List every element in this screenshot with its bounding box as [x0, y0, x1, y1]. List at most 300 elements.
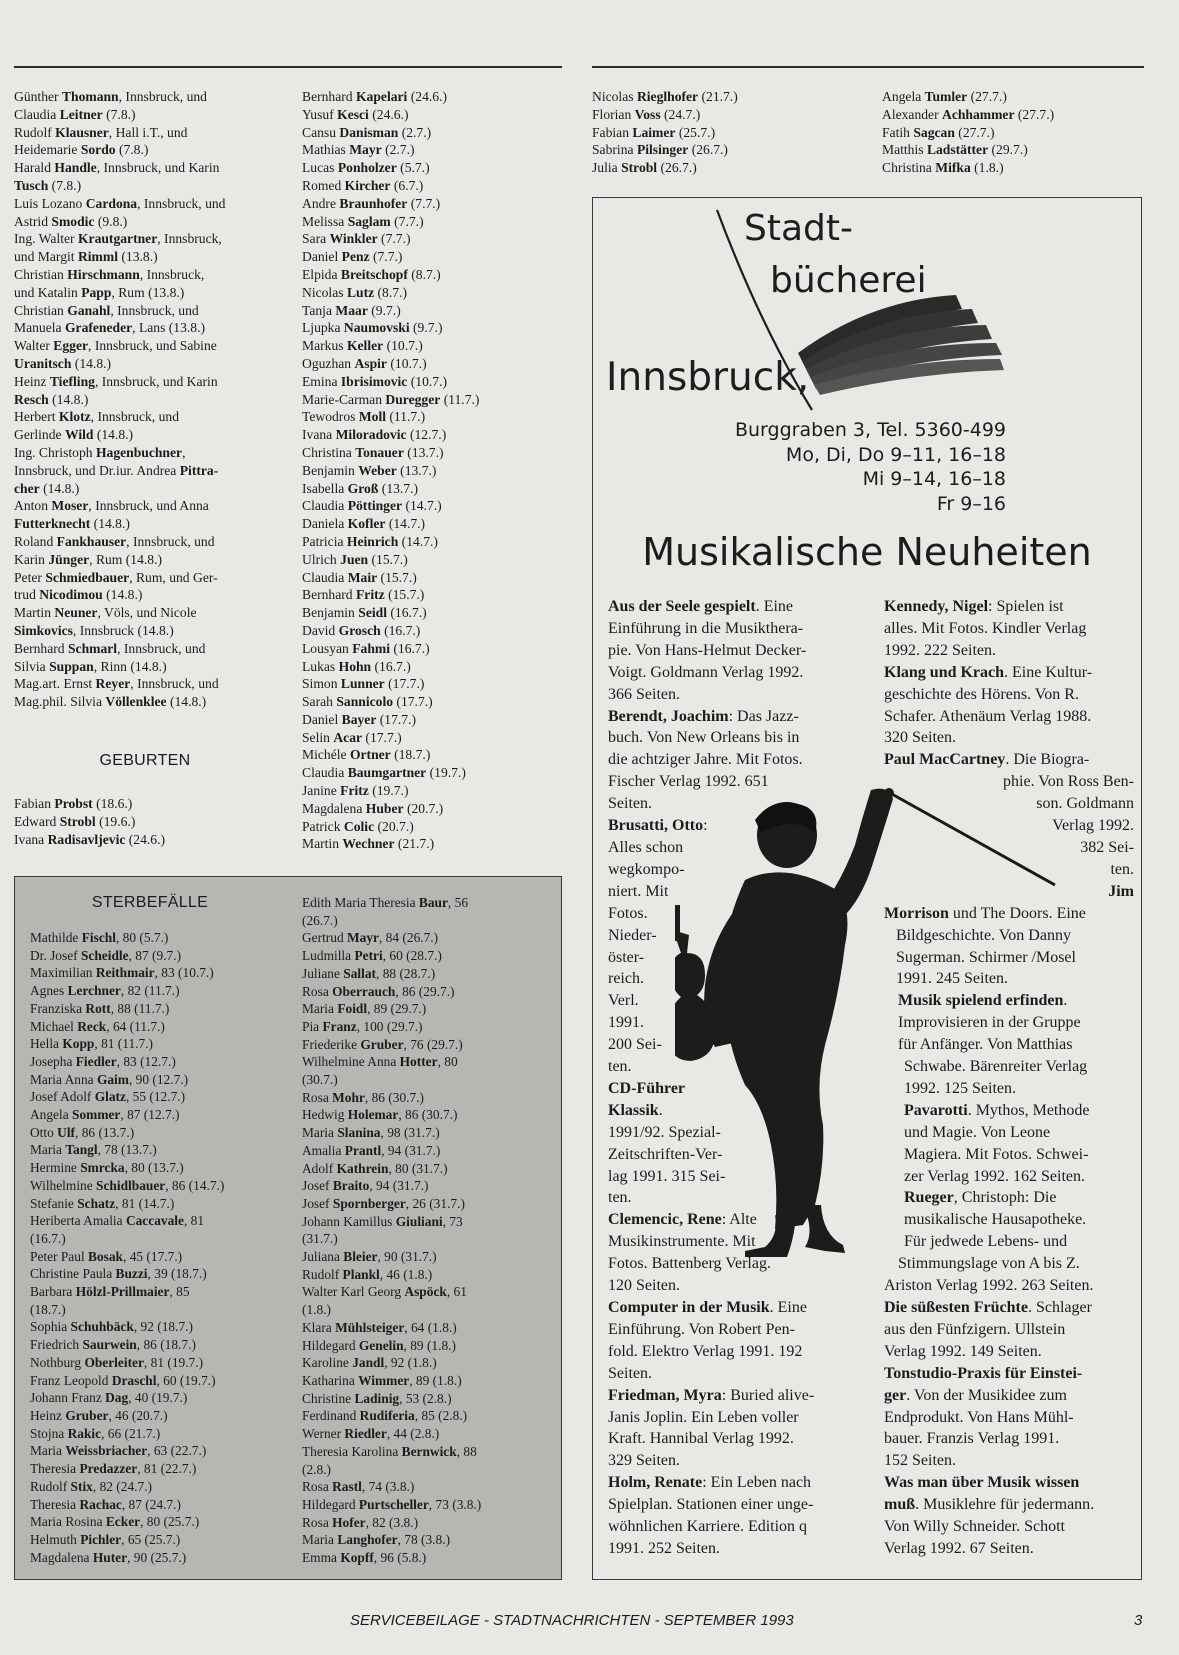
entry-surname: Foidl: [337, 1001, 368, 1017]
list-entry: [14, 675, 276, 693]
entry-prefix: und Katalin: [14, 284, 82, 300]
entry-surname: Saurwein: [82, 1337, 137, 1353]
entry-prefix: Melissa: [302, 213, 348, 229]
entry-prefix: Fatih: [882, 124, 914, 140]
entry-prefix: Rudolf: [14, 124, 56, 140]
entry-surname: Ulf: [57, 1124, 76, 1140]
entry-suffix: (9.8.): [94, 213, 128, 229]
book-line: [608, 1056, 864, 1078]
list-entry: [302, 1230, 564, 1248]
list-entry: [302, 230, 564, 248]
entry-suffix: , 81 (14.7.): [115, 1195, 175, 1211]
entry-suffix: , Innsbruck (14.8.): [72, 622, 174, 638]
entry-surname: Slanina: [337, 1125, 381, 1141]
list-entry: [882, 159, 1144, 177]
entry-suffix: (6.7.): [390, 177, 424, 193]
book-line: [884, 618, 1134, 640]
entry-surname: Hohn: [338, 658, 372, 674]
entry-suffix: , Innsbruck,: [157, 231, 222, 247]
list-entry: [302, 1407, 564, 1425]
entry-prefix: Theresia: [30, 1461, 80, 1477]
book-detail: geschichte des Hörens. Von R.: [884, 685, 1079, 703]
entry-suffix: (2.7.): [398, 124, 432, 140]
book-line: [884, 1516, 1134, 1538]
list-entry: [592, 124, 854, 142]
entry-suffix: (14.8.): [39, 480, 80, 496]
list-entry: [14, 622, 276, 640]
book-detail: Bildgeschichte. Von Danny: [896, 926, 1071, 944]
entry-surname: Reyer: [95, 676, 131, 692]
entry-suffix: (27.7.): [954, 124, 995, 140]
book-detail: Nieder-: [608, 926, 657, 944]
book-detail: 152 Seiten.: [884, 1452, 956, 1470]
book-title: Die süßesten Früchte: [884, 1299, 1028, 1316]
book-detail: niert. Mit: [608, 882, 669, 900]
list-entry: [30, 1318, 286, 1336]
entry-suffix: (14.7.): [385, 516, 426, 532]
entry-surname: Reithmair: [95, 965, 155, 981]
ad-headline: Musikalische Neuheiten: [642, 530, 1092, 574]
entry-surname: Heinrich: [346, 533, 399, 549]
entry-prefix: Johann Kamillus: [302, 1213, 396, 1229]
book-detail: Ariston Verlag 1992. 263 Seiten.: [884, 1277, 1094, 1295]
entry-prefix: Heinz: [30, 1407, 66, 1423]
entry-suffix: (17.7.): [384, 676, 425, 692]
entry-surname: Giuliani: [395, 1213, 443, 1229]
entry-suffix: (7.7.): [369, 249, 403, 265]
book-detail: : Buried alive-: [721, 1386, 815, 1404]
book-line: [884, 1428, 1134, 1450]
entry-surname: Jandl: [352, 1355, 385, 1371]
book-line: [608, 793, 864, 815]
list-entry: [302, 929, 564, 947]
entry-surname: Kircher: [344, 177, 391, 193]
book-title: Friedman, Myra: [608, 1386, 722, 1404]
list-entry: [302, 1319, 564, 1337]
book-line: [884, 1275, 1134, 1297]
entry-suffix: , 86 (29.7.): [395, 983, 455, 999]
entry-suffix: (9.7.): [367, 302, 401, 318]
book-line: [608, 771, 864, 793]
book-list-right: [884, 596, 1134, 1560]
entry-surname: Genelin: [358, 1337, 404, 1353]
list-entry: [302, 551, 564, 569]
book-line: [608, 1209, 864, 1231]
entry-prefix: Rosa: [302, 1089, 333, 1105]
entry-suffix: , 65 (25.7.): [121, 1531, 181, 1547]
book-detail: 1992. 222 Seiten.: [884, 641, 996, 659]
list-entry: [30, 929, 286, 947]
entry-prefix: Helmuth: [30, 1531, 81, 1547]
entry-prefix: Otto: [30, 1124, 58, 1140]
book-title: Clemencic, Rene: [608, 1211, 722, 1229]
book-detail: wegkompo-: [608, 860, 685, 878]
book-line: [608, 1341, 864, 1363]
entry-prefix: Gerlinde: [14, 427, 65, 443]
ad-innsbruck-text: Innsbruck,: [606, 355, 810, 400]
entry-surname: Schmiedbauer: [45, 569, 130, 585]
book-detail: 366 Seiten.: [608, 685, 680, 703]
list-entry: [302, 248, 564, 266]
book-detail: Improvisieren in der Gruppe: [898, 1014, 1081, 1032]
entry-prefix: Silvia: [14, 658, 50, 674]
entry-surname: Fankhauser: [56, 533, 127, 549]
list-entry: [14, 177, 276, 195]
entry-surname: Baumgartner: [347, 765, 427, 781]
book-title: Musik spielend erfinden: [898, 992, 1064, 1010]
entry-surname: Kesci: [337, 106, 369, 122]
sterbefaelle-heading: STERBEFÄLLE: [91, 894, 209, 911]
book-line: [608, 837, 864, 859]
entry-suffix: (19.6.): [95, 813, 136, 829]
top-rule-right: [592, 66, 1144, 68]
entry-suffix: , Innsbruck, und Sabine: [88, 338, 217, 354]
list-entry: [302, 729, 564, 747]
list-entry: [14, 813, 276, 831]
entry-surname: Hotter: [399, 1054, 438, 1070]
list-entry: [302, 658, 564, 676]
entry-prefix: Julia: [592, 160, 622, 176]
book-line: [608, 1428, 864, 1450]
book-line: [608, 1253, 864, 1275]
entry-surname: Weissbriacher: [65, 1443, 148, 1459]
entry-surname: Bleier: [343, 1249, 378, 1265]
book-line: [608, 925, 864, 947]
book-detail: 1991. 245 Seiten.: [896, 970, 1008, 988]
entry-surname: Stix: [70, 1478, 93, 1494]
entry-prefix: Tanja: [302, 302, 336, 318]
list-entry: [30, 947, 286, 965]
book-line: [884, 1122, 1134, 1144]
entry-surname: Ecker: [105, 1514, 141, 1530]
book-detail: Einführung. Von Robert Pen-: [608, 1320, 795, 1338]
list-entry: [882, 106, 1144, 124]
entry-prefix: Nicolas: [302, 284, 347, 300]
entry-prefix: Manuela: [14, 320, 65, 336]
book-detail: . Mythos, Methode: [967, 1101, 1090, 1119]
entry-prefix: Josef: [302, 1178, 333, 1194]
book-detail: 320 Seiten.: [884, 729, 956, 747]
entry-suffix: (14.8.): [93, 427, 134, 443]
entry-prefix: Maria: [30, 1142, 66, 1158]
entry-suffix: , 86 (13.7.): [75, 1124, 135, 1140]
list-entry: [302, 782, 564, 800]
book-line: [884, 1078, 1134, 1100]
book-detail: lag 1991. 315 Sei-: [608, 1167, 726, 1185]
list-entry: [30, 1141, 286, 1159]
entry-suffix: , Innsbruck, und: [90, 409, 179, 425]
entry-surname: Ponholzer: [337, 160, 397, 176]
entry-surname: Krautgartner: [77, 231, 158, 247]
book-line: [884, 1385, 1134, 1407]
book-line: [884, 815, 1134, 837]
entry-surname: Smrcka: [80, 1160, 125, 1176]
list-entry: [302, 1514, 564, 1532]
list-entry: [14, 124, 276, 142]
entry-prefix: Michéle: [302, 747, 350, 763]
entry-prefix: Wilhelmine Anna: [302, 1054, 400, 1070]
entry-suffix: , 74 (3.8.): [361, 1479, 415, 1495]
list-entry: [302, 1337, 564, 1355]
entry-prefix: Claudia: [302, 569, 348, 585]
entry-surname: Tangl: [65, 1142, 98, 1158]
list-entry: [14, 693, 276, 711]
book-line: [608, 1538, 864, 1560]
entry-surname: Penz: [341, 249, 370, 265]
entry-surname: Grafeneder: [64, 320, 133, 336]
entry-prefix: Innsbruck, und Dr.iur. Andrea: [14, 462, 180, 478]
book-detail: und Magie. Von Leone: [904, 1123, 1051, 1141]
sterbefaelle-list-col2: [302, 894, 564, 1567]
list-entry: [14, 795, 276, 813]
entry-prefix: Johann Franz: [30, 1390, 106, 1406]
list-entry: [302, 480, 564, 498]
book-detail: Verlag 1992.: [1052, 817, 1134, 835]
entry-prefix: Emma: [302, 1550, 341, 1566]
book-detail: Für jedwede Lebens- und: [904, 1233, 1068, 1251]
entry-prefix: Sarah: [302, 694, 337, 710]
entry-suffix: , 85 (2.8.): [414, 1408, 468, 1424]
book-detail: Alles schon: [608, 838, 684, 856]
entry-suffix: (9.7.): [409, 320, 443, 336]
entry-suffix: , 61: [446, 1284, 467, 1300]
entry-suffix: (13.7.): [396, 462, 437, 478]
entry-suffix: , 78 (3.8.): [397, 1532, 451, 1548]
entry-suffix: (19.7.): [426, 765, 466, 781]
entry-suffix: (17.7.): [362, 729, 402, 745]
entry-prefix: Karin: [14, 551, 49, 567]
entry-prefix: Edith Maria Theresia: [302, 895, 419, 910]
entry-suffix: (20.7.): [403, 800, 444, 816]
list-entry: [302, 515, 564, 533]
list-entry: [30, 1018, 286, 1036]
entry-prefix: Edward: [14, 813, 60, 829]
entry-prefix: Daniel: [302, 249, 342, 265]
entry-suffix: , 86 (30.7.): [398, 1107, 458, 1123]
top-rule-left: [14, 66, 562, 68]
entry-suffix: , 73: [442, 1213, 463, 1229]
entry-prefix: Lucas: [302, 160, 338, 176]
book-line: [608, 947, 864, 969]
book-line: [884, 968, 1134, 990]
entry-suffix: , 94 (31.7.): [381, 1142, 441, 1158]
entry-suffix: (21.7.): [698, 89, 738, 104]
book-line: [884, 793, 1134, 815]
entry-surname: Hofer: [332, 1514, 366, 1530]
list-entry: [302, 1354, 564, 1372]
entry-suffix: (14.7.): [402, 498, 442, 514]
book-title: Paul MacCartney: [884, 751, 1006, 769]
entry-surname: Winkler: [329, 231, 378, 247]
list-entry: [302, 533, 564, 551]
entry-surname: Braunhofer: [339, 195, 408, 211]
entry-surname: Schuhbäck: [70, 1319, 134, 1335]
entry-surname: Pilsinger: [636, 142, 689, 158]
book-detail: 329 Seiten.: [608, 1452, 680, 1470]
book-title: Klang und Krach: [884, 663, 1005, 681]
entry-prefix: Oguzhan: [302, 355, 355, 371]
book-detail: Seiten.: [608, 1364, 652, 1382]
list-entry: [302, 965, 564, 983]
entry-suffix: (11.7.): [440, 391, 480, 407]
list-entry: [14, 831, 276, 849]
entry-suffix: (7.7.): [407, 195, 441, 211]
entry-surname: Predazzer: [79, 1461, 138, 1477]
book-line: [884, 881, 1134, 903]
entry-prefix: Klara: [302, 1319, 336, 1335]
book-line: [884, 1144, 1134, 1166]
entry-prefix: Benjamin: [302, 605, 359, 621]
list-entry: [302, 1124, 564, 1142]
entry-prefix: Tewodros: [302, 409, 359, 425]
entry-surname: Strobl: [59, 813, 96, 829]
book-detail: Fotos.: [608, 904, 648, 922]
list-entry: [302, 213, 564, 231]
entry-suffix: , 81 (22.7.): [137, 1461, 197, 1477]
list-entry: [302, 1195, 564, 1213]
entry-surname: Oberleiter: [84, 1354, 144, 1370]
entry-suffix: , Hall i.T., und: [108, 124, 188, 140]
list-entry: [30, 1407, 286, 1425]
entry-surname: Reck: [77, 1018, 107, 1034]
entry-suffix: , 84 (26.7.): [378, 930, 439, 946]
entry-suffix: , 83 (12.7.): [116, 1053, 176, 1069]
book-line: [884, 1253, 1134, 1275]
book-detail: : Das Jazz-: [728, 707, 799, 725]
book-line: [884, 990, 1134, 1012]
list-entry: [30, 964, 286, 982]
list-entry: [30, 1425, 286, 1443]
entry-surname: Mayr: [347, 930, 379, 946]
entry-surname: Hirschmann: [67, 266, 140, 282]
footer-publication: SERVICEBEILAGE - STADTNACHRICHTEN - SEPTEMBER 1993: [350, 1612, 794, 1629]
entry-surname: Laimer: [632, 124, 676, 140]
entry-suffix: , 89 (1.8.): [403, 1337, 456, 1353]
list-entry: [882, 124, 1144, 142]
entry-surname: Lutz: [346, 284, 375, 300]
list-entry: [30, 1478, 286, 1496]
entry-surname: Rieglhofer: [636, 89, 699, 104]
list-entry: [302, 640, 564, 658]
entry-prefix: Christina: [882, 160, 936, 176]
entry-suffix: , 56: [447, 895, 469, 910]
entry-suffix: (14.8.): [71, 355, 112, 371]
entry-suffix: (2.7.): [381, 142, 415, 158]
book-line: [884, 1034, 1134, 1056]
book-detail: Sugerman. Schirmer /Mosel: [896, 948, 1076, 966]
entry-surname: Simkovics: [14, 622, 73, 638]
entry-suffix: (12.7.): [406, 427, 447, 443]
entry-suffix: , 88 (11.7.): [110, 1000, 170, 1016]
list-entry: [302, 693, 564, 711]
entry-prefix: Juliana: [302, 1249, 344, 1265]
book-line: [884, 947, 1134, 969]
entry-surname: Holemar: [347, 1107, 399, 1123]
book-detail: : Ein Leben nach: [702, 1474, 812, 1492]
entry-prefix: (31.7.): [302, 1231, 338, 1247]
entry-surname: Braito: [332, 1178, 370, 1194]
book-detail: Magiera. Mit Fotos. Schwei-: [904, 1145, 1089, 1163]
entry-suffix: (26.7.): [688, 142, 728, 158]
entry-surname: Keller: [346, 338, 384, 354]
list-entry: [302, 894, 564, 912]
entry-suffix: (14.8.): [90, 516, 130, 532]
entry-suffix: (29.7.): [988, 142, 1028, 158]
list-entry: [302, 1248, 564, 1266]
entry-surname: Radisavljevic: [47, 831, 126, 847]
entry-suffix: , 80: [437, 1054, 458, 1070]
entry-suffix: , 46 (1.8.): [379, 1266, 433, 1282]
book-title: Kennedy, Nigel: [884, 598, 989, 615]
list-entry: [30, 1035, 286, 1053]
list-entry: [14, 480, 276, 498]
entry-prefix: Theresia Karolina: [302, 1443, 402, 1459]
entry-suffix: , 81 (11.7.): [94, 1036, 154, 1052]
list-entry: [30, 1460, 286, 1478]
entry-surname: Sordo: [80, 142, 116, 158]
entry-suffix: , 80 (13.7.): [124, 1160, 184, 1176]
book-title: Jim: [1108, 882, 1134, 900]
entry-suffix: (13.8.): [117, 249, 158, 265]
book-detail: , Christoph: Die: [953, 1189, 1057, 1207]
list-entry: [302, 373, 564, 391]
entry-surname: Mohr: [332, 1089, 365, 1105]
entry-prefix: Walter Karl Georg: [302, 1284, 405, 1300]
geburten-list: [14, 795, 276, 848]
entry-prefix: Matthis: [882, 142, 927, 158]
list-entry: [14, 195, 276, 213]
entry-surname: Voss: [634, 106, 661, 122]
entry-surname: Colic: [343, 818, 375, 834]
list-entry: [14, 266, 276, 284]
book-line: [608, 859, 864, 881]
book-detail: : Spielen ist: [988, 598, 1064, 615]
list-entry: [14, 569, 276, 587]
book-detail: . Schlager: [1027, 1299, 1092, 1316]
list-entry: [30, 1212, 286, 1230]
entry-suffix: (11.7.): [386, 409, 426, 425]
entry-prefix: Christian: [14, 302, 68, 318]
entry-prefix: Astrid: [14, 213, 52, 229]
entry-suffix: (7.8.): [102, 106, 136, 122]
entry-prefix: Wilhelmine: [30, 1177, 97, 1193]
entry-suffix: (15.7.): [384, 587, 425, 603]
entry-suffix: , 80 (25.7.): [140, 1514, 200, 1530]
entry-prefix: Isabella: [302, 480, 348, 496]
entry-suffix: , 86 (14.7.): [165, 1177, 225, 1193]
list-entry: [14, 640, 276, 658]
entry-prefix: Franziska: [30, 1000, 86, 1016]
entry-prefix: Luis Lozano: [14, 195, 86, 211]
book-line: [884, 1319, 1134, 1341]
entry-prefix: Peter: [14, 569, 46, 585]
entry-suffix: , Innsbruck, und: [118, 89, 207, 104]
book-line: [608, 1034, 864, 1056]
book-line: [608, 1516, 864, 1538]
entry-suffix: , 89 (29.7.): [367, 1001, 427, 1017]
entry-surname: Bernwick: [401, 1443, 457, 1459]
list-entry: [302, 319, 564, 337]
list-entry: [30, 1372, 286, 1390]
entry-surname: Moser: [51, 498, 89, 514]
book-detail: 200 Sei-: [608, 1036, 662, 1054]
entry-prefix: Magdalena: [302, 800, 366, 816]
book-detail: Endprodukt. Von Hans Mühl-: [884, 1408, 1074, 1426]
entry-surname: Suppan: [49, 658, 94, 674]
book-detail: reich.: [608, 970, 644, 988]
entry-prefix: Harald: [14, 160, 55, 176]
entry-surname: Huber: [365, 800, 404, 816]
